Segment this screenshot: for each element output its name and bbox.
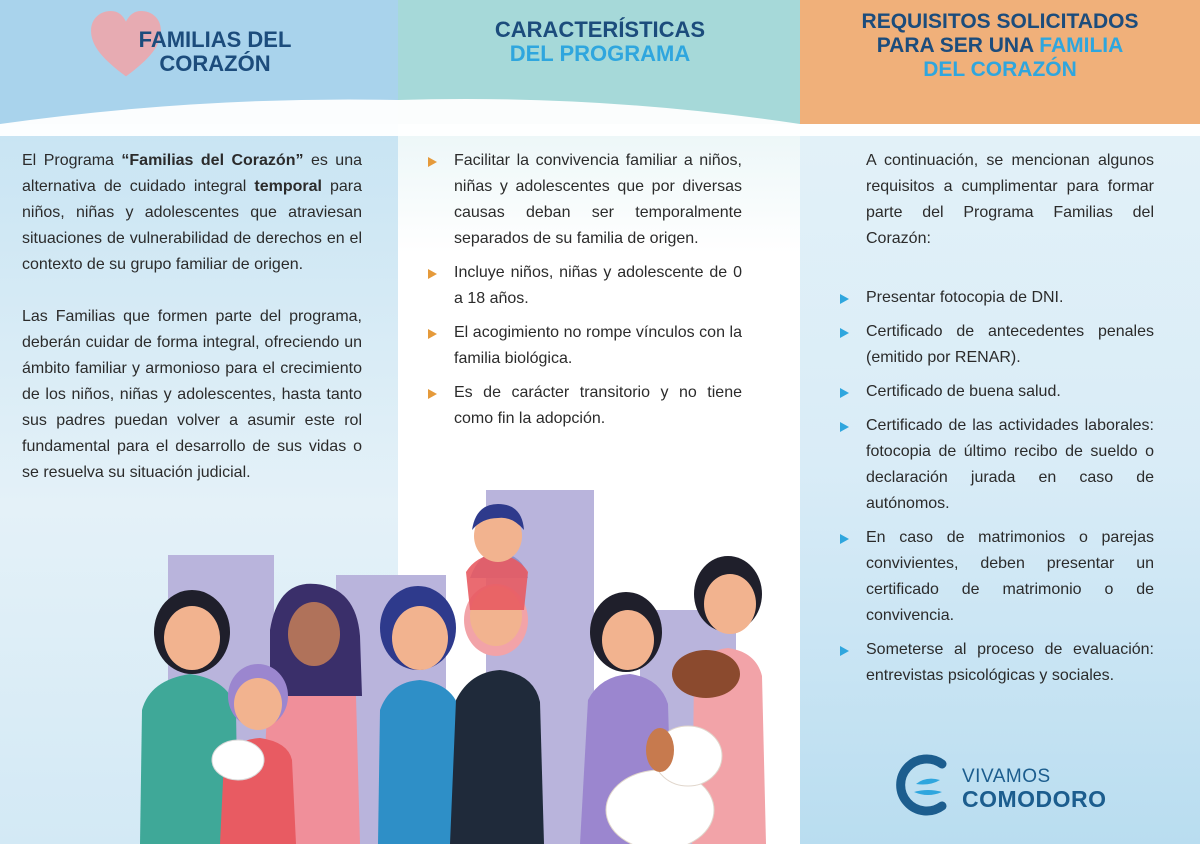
characteristics-list bbox=[424, 148, 742, 432]
bullet-triangle-icon bbox=[840, 294, 849, 304]
bullet-triangle-icon bbox=[428, 269, 437, 279]
bullet-triangle-icon bbox=[428, 329, 437, 339]
middle-panel-title bbox=[440, 18, 760, 66]
right-title-line2 bbox=[820, 34, 1180, 58]
list-item bbox=[424, 260, 742, 312]
list-item-text: En caso de matrimonios o parejas convivientes, deben presentar un certificado de matrimonio o de convivencia. bbox=[866, 529, 1154, 624]
left-paragraph-2: Las Familias que formen parte del programa, deberán cuidar de forma integral, ofreciendo un ámbito familiar y armonioso para el crecimiento de los niños, niñas y adolescentes, hasta tanto sus padres puedan volver a asumir este rol fundamental para el desarrollo de sus vidas o se resuelva su situación judicial. bbox=[22, 308, 362, 481]
list-item-text: Certificado de antecedentes penales (emitido por RENAR). bbox=[866, 323, 1154, 366]
left-panel-body bbox=[22, 148, 362, 512]
bullet-triangle-icon bbox=[840, 388, 849, 398]
list-item-text: Someterse al proceso de evaluación: entrevistas psicológicas y sociales. bbox=[866, 641, 1154, 684]
bullet-triangle-icon bbox=[840, 646, 849, 656]
list-item-text: Certificado de buena salud. bbox=[866, 383, 1061, 400]
list-item bbox=[836, 637, 1154, 689]
list-item-text: Presentar fotocopia de DNI. bbox=[866, 289, 1064, 306]
requirements-intro: A continuación, se mencionan algunos requisitos a cumplimentar para formar parte del Programa Familias del Corazón: bbox=[866, 152, 1154, 247]
family-illustration bbox=[120, 460, 800, 844]
p1-text-a: El Programa bbox=[22, 152, 122, 169]
list-item-text: Facilitar la convivencia familiar a niños, niñas y adolescentes que por diversas causas deban ser temporalmente separados de su familia de origen. bbox=[454, 152, 742, 247]
left-panel-title bbox=[110, 28, 320, 76]
right-title-line1: REQUISITOS SOLICITADOS bbox=[861, 10, 1139, 33]
list-item bbox=[836, 285, 1154, 311]
right-panel-body bbox=[836, 285, 1154, 697]
right-title-line2b: FAMILIA bbox=[1039, 34, 1124, 57]
p1-text-b: es una alternativa de cuidado integral bbox=[22, 152, 362, 195]
middle-panel-body bbox=[424, 148, 742, 440]
person-man-blue bbox=[378, 586, 462, 844]
p1-text-c: para niños, niñas y adolescentes que atraviesan situaciones de vulnerabilidad de derechos en el contexto de su grupo familiar de origen. bbox=[22, 178, 363, 273]
requirements-list bbox=[836, 285, 1154, 689]
bullet-triangle-icon bbox=[840, 422, 849, 432]
list-item-text: El acogimiento no rompe vínculos con la familia biológica. bbox=[454, 324, 742, 367]
list-item bbox=[836, 319, 1154, 371]
logo-text-vivamos: VIVAMOS bbox=[962, 766, 1051, 787]
list-item bbox=[836, 413, 1154, 517]
list-item bbox=[424, 148, 742, 252]
right-title-line2a: PARA SER UNA bbox=[876, 34, 1040, 57]
bullet-triangle-icon bbox=[428, 157, 437, 167]
bullet-triangle-icon bbox=[428, 389, 437, 399]
left-title-line1: FAMILIAS DEL bbox=[138, 27, 292, 52]
list-item-text: Certificado de las actividades laborales: fotocopia de último recibo de sueldo o declaración jurada en caso de autónomos. bbox=[866, 417, 1154, 512]
bullet-triangle-icon bbox=[840, 534, 849, 544]
list-item-text: Incluye niños, niñas y adolescente de 0 a 18 años. bbox=[454, 264, 742, 307]
right-panel-title bbox=[820, 10, 1180, 82]
p1-bold-temporal: temporal bbox=[254, 178, 322, 195]
list-item bbox=[836, 525, 1154, 629]
right-title-line3: DEL CORAZÓN bbox=[923, 58, 1077, 81]
list-item bbox=[424, 320, 742, 372]
middle-title-line2: DEL PROGRAMA bbox=[509, 41, 691, 66]
bullet-triangle-icon bbox=[840, 328, 849, 338]
p1-bold-program-name: “Familias del Corazón” bbox=[121, 152, 304, 169]
list-item bbox=[424, 380, 742, 432]
list-item-text: Es de carácter transitorio y no tiene como fin la adopción. bbox=[454, 384, 742, 427]
left-title-line2: CORAZÓN bbox=[159, 51, 271, 76]
logo-text-comodoro: COMODORO bbox=[962, 786, 1107, 812]
logo-mark-icon bbox=[896, 754, 956, 816]
left-paragraph-1 bbox=[22, 148, 362, 278]
middle-title-line1: CARACTERÍSTICAS bbox=[494, 17, 706, 42]
list-item bbox=[836, 379, 1154, 405]
vivamos-comodoro-logo bbox=[896, 754, 1116, 816]
header-wave-divider bbox=[0, 96, 1200, 136]
